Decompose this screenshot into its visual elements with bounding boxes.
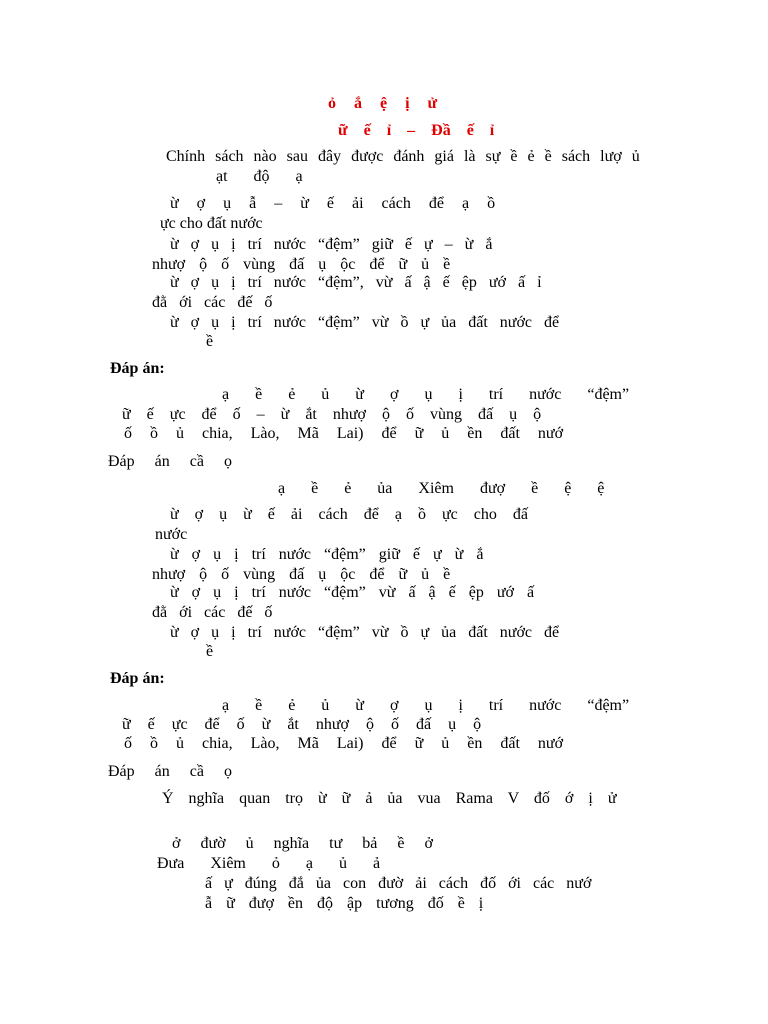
question-2-prompt: Ý nghĩa quan trọ ừ ữ ả ủa vua Rama V đố ớ ị ử [162, 790, 617, 807]
option-c-repeat-cont: đằ ới các đế ố [152, 604, 273, 621]
option-d-repeat: ừ ợ ụ ị trí nước “đệm” vừ ồ ự ủa đất nước để [170, 624, 560, 641]
option-c-repeat: ừ ợ ụ ị trí nước “đệm” vừ ấ ậ ế ệp ướ ấ [170, 584, 535, 601]
option-d-cont: ề [206, 333, 214, 350]
question-prompt: Chính sách nào sau đây được đánh giá là sự ề ẻ ề sách lượ ủ [166, 148, 640, 165]
answer-line-1: ạ ề ẻ ủ ừ ợ ụ ị trí nước “đệm” [222, 386, 630, 403]
explanation-intro: ạ ề ẻ ủa Xiêm đượ ề ệ ệ [278, 480, 605, 497]
option-a-repeat-cont: nước [155, 526, 188, 543]
option-b-repeat-cont: nhượ ộ ố vùng đấ ụ ộc để ữ ủ ề [152, 566, 451, 583]
option-c: ừ ợ ụ ị trí nước “đệm”, vừ ấ ậ ế ệp ướ ấ ỉ [170, 274, 542, 291]
answer2-line-1: ạ ề ẻ ủ ừ ợ ụ ị trí nước “đệm” [222, 697, 630, 714]
option-c-cont: đằ ới các đế ố [152, 294, 273, 311]
answer2-line-3: ố ồ ủ chia, Lào, Mã Lai) để ữ ủ ền đất nướ [124, 735, 564, 752]
answer-label-2: Đáp án: [110, 670, 165, 687]
option-b-cont: nhượ ộ ố vùng đấ ụ ộc để ữ ủ ề [152, 256, 451, 273]
answer-note: Đáp án cầ ọ [108, 453, 232, 470]
answer2-line-2: ữ ế ực để ố ừ ắt nhượ ộ ố đấ ụ ộ [122, 716, 482, 733]
q2-option-b: Đưa Xiêm ỏ ạ ủ ả [157, 855, 381, 872]
option-b: ừ ợ ụ ị trí nước “đệm” giữ ế ự – ừ ắ [170, 236, 493, 253]
option-a: ừ ợ ụ ẫ – ừ ế ải cách để ạ ồ [170, 195, 496, 212]
option-a-cont: ực cho đất nước [160, 215, 263, 232]
option-b-repeat: ừ ợ ụ ị trí nước “đệm” giữ ế ự ừ ắ [170, 546, 484, 563]
option-d: ừ ợ ụ ị trí nước “đệm” vừ ồ ự ủa đất nước để [170, 314, 560, 331]
answer-line-2: ữ ế ực để ố – ừ ắt nhượ ộ ố vùng đấ ụ ộ [122, 406, 542, 423]
option-a-repeat: ừ ợ ụ ừ ế ải cách để ạ ồ ực cho đấ [170, 506, 528, 523]
answer-line-3: ố ồ ủ chia, Lào, Mã Lai) để ữ ủ ền đất nướ [124, 425, 564, 442]
title-line-1: ỏ ắ ệ ị ử [328, 95, 438, 112]
answer-label: Đáp án: [110, 360, 165, 377]
q2-option-d: ẫ ữ đượ ền độ ập tương đố ề ị [205, 895, 484, 912]
title-line-2: ữ ế ỉ – Đầ ế ỉ [338, 122, 495, 139]
question-prompt-cont: ạt độ ạ [216, 168, 303, 185]
q2-option-c: ấ ự đúng đắ ủa con đườ ải cách đố ới các nướ [205, 875, 592, 892]
q2-option-a: ở đườ ủ nghĩa tư bả ề ở [172, 835, 433, 852]
answer2-note: Đáp án cầ ọ [108, 763, 232, 780]
option-d-repeat-cont: ề [206, 643, 214, 660]
